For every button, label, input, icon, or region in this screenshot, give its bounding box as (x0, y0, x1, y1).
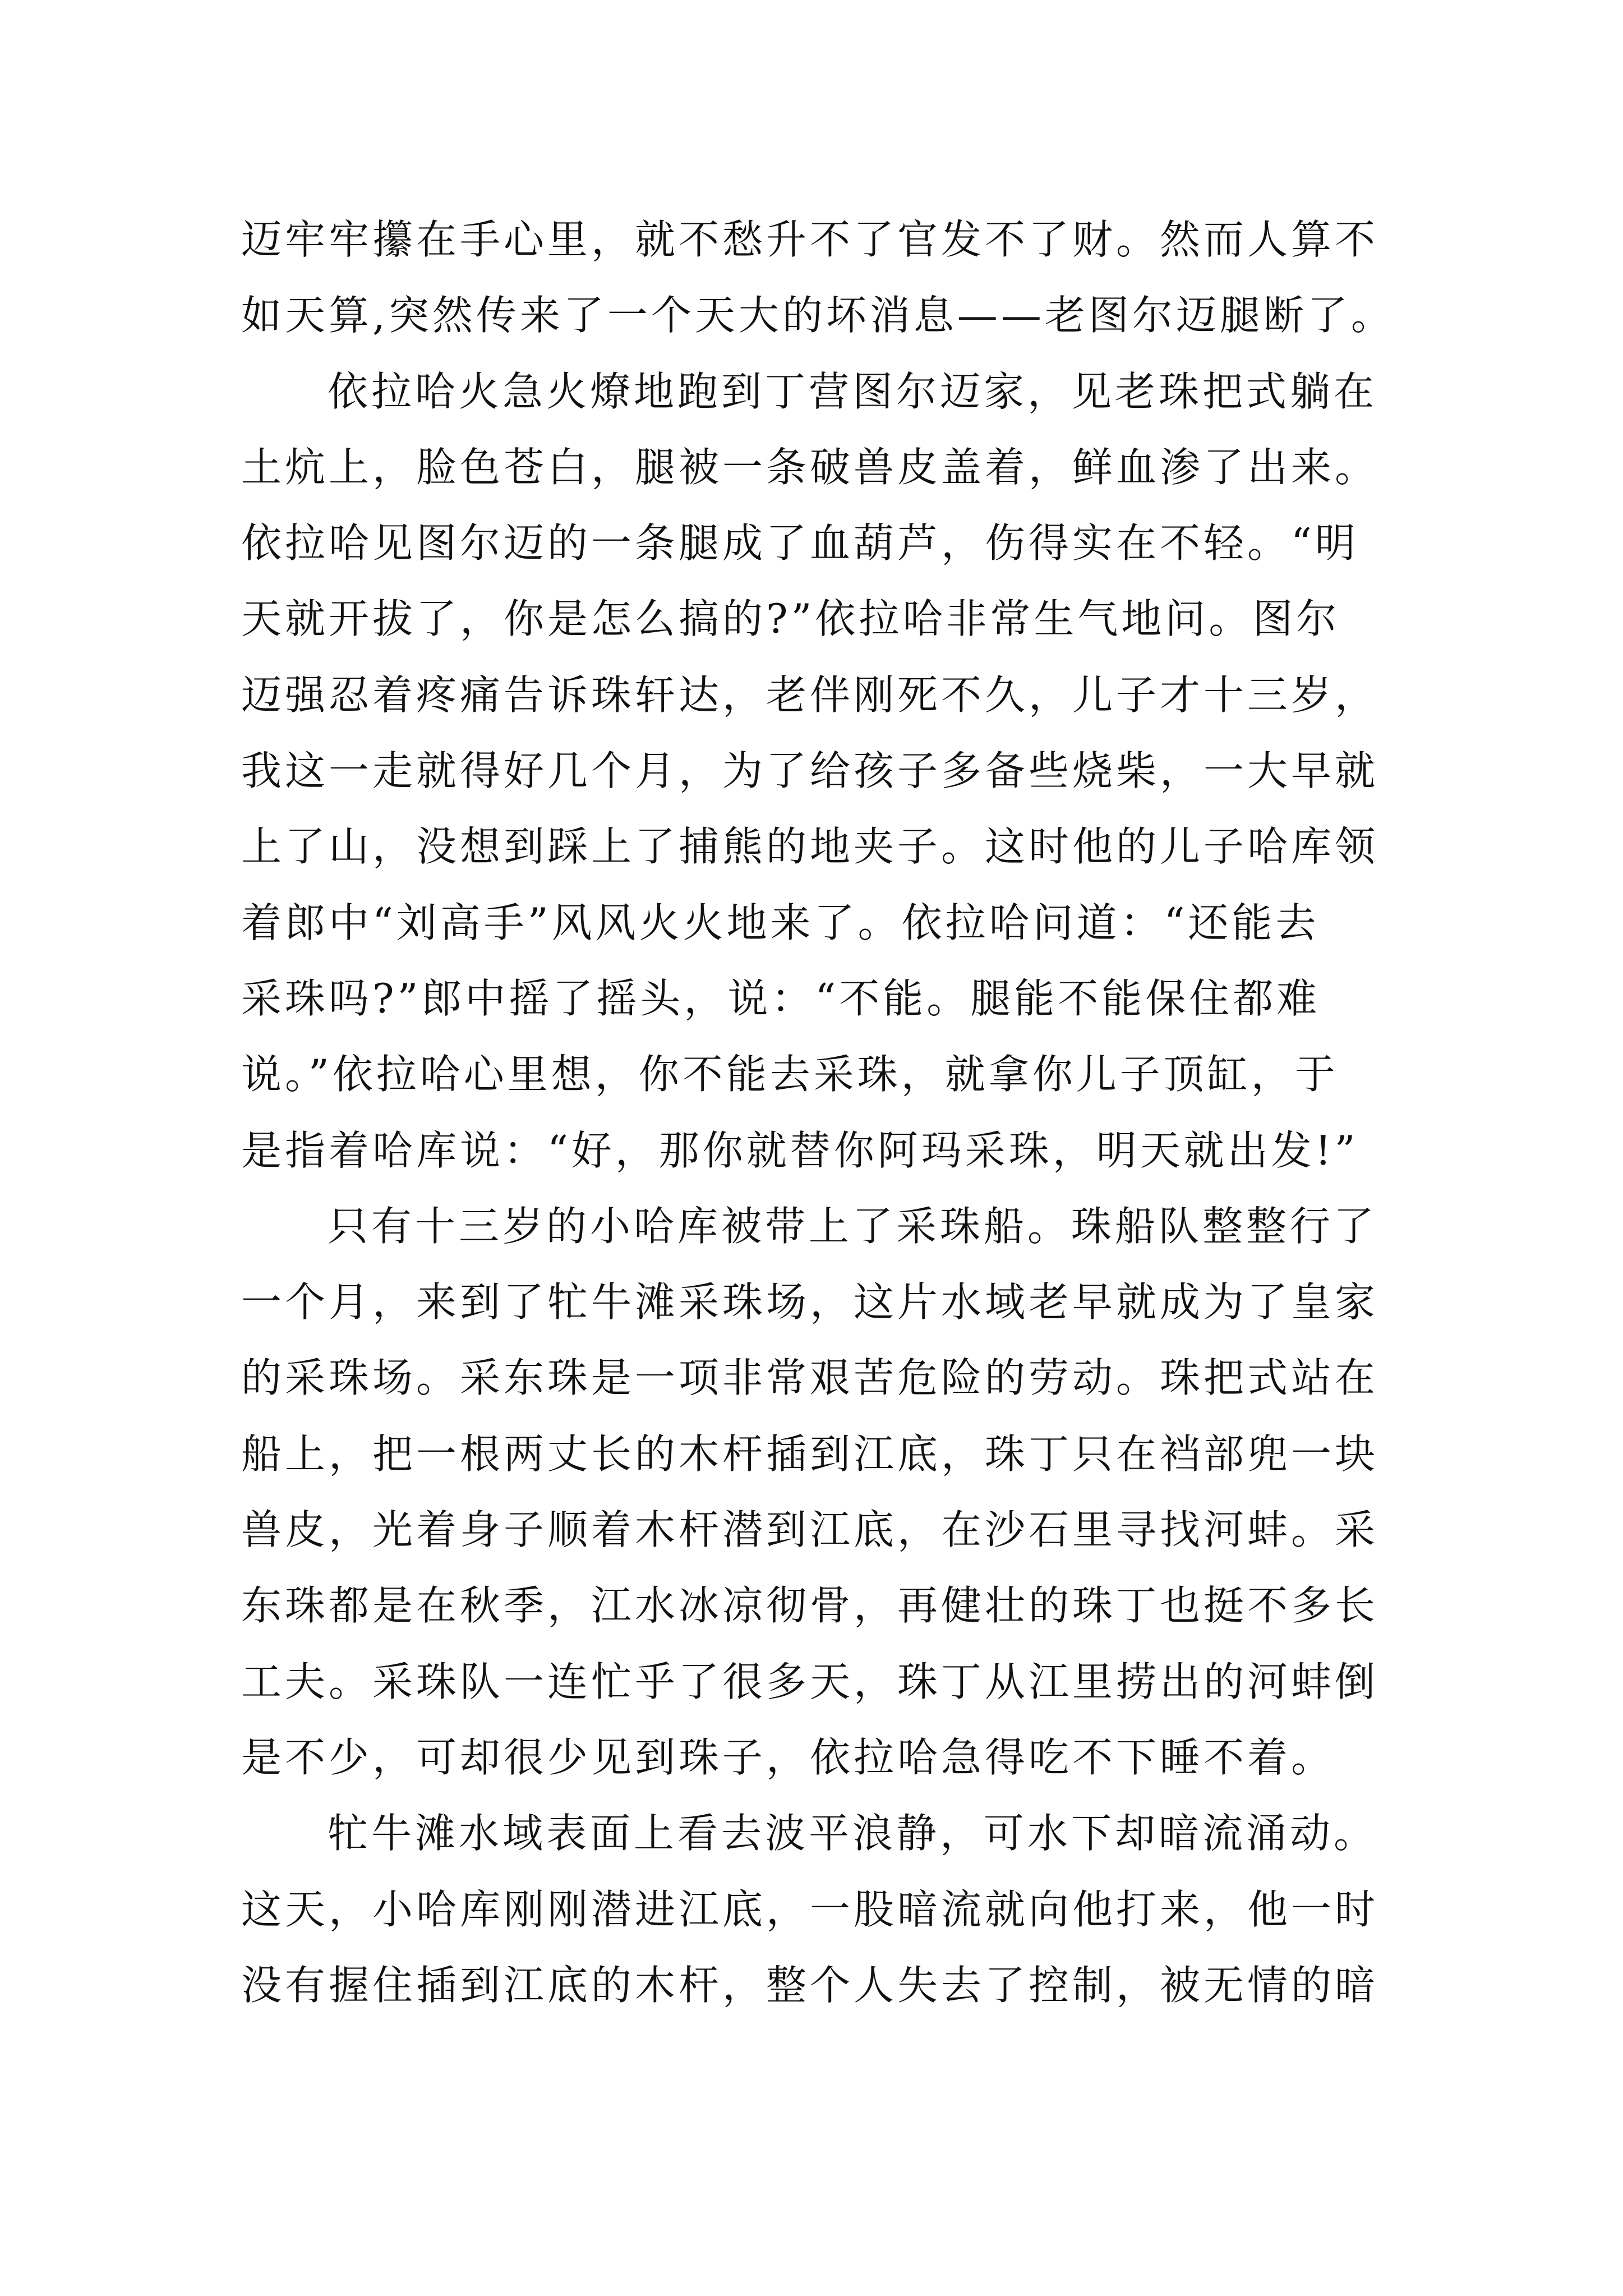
text-line: 迈强忍着疼痛告诉珠轩达，老伴刚死不久，儿子才十三岁， (241, 671, 1379, 719)
text-line: 采珠吗?”郎中摇了摇头，说：“不能。腿能不能保住都难 (241, 974, 1321, 1022)
body-text (241, 202, 1419, 2023)
text-line: 是不少，可却很少见到珠子，依拉哈急得吃不下睡不着。 (241, 1733, 1335, 1781)
paragraph-first-line: 只有十三岁的小哈库被带上了采珠船。珠船队整整行了 (328, 1202, 1378, 1250)
paragraph-first-line: 牤牛滩水域表面上看去波平浪静，可水下却暗流涌动。 (328, 1810, 1378, 1857)
paragraph-first-line: 依拉哈火急火燎地跑到丁营图尔迈家，见老珠把式躺在 (328, 367, 1378, 415)
text-line: 我这一走就得好几个月，为了给孩子多备些烧柴，一大早就 (241, 747, 1379, 795)
text-line: 说。”依拉哈心里想，你不能去采珠，就拿你儿子顶缸，于 (241, 1051, 1339, 1098)
text-line: 的采珠场。采东珠是一项非常艰苦危险的劳动。珠把式站在 (241, 1354, 1379, 1402)
text-line: 土炕上，脸色苍白，腿被一条破兽皮盖着，鲜血渗了出来。 (241, 443, 1379, 491)
text-line: 迈牢牢攥在手心里，就不愁升不了官发不了财。然而人算不 (241, 216, 1379, 263)
text-line: 依拉哈见图尔迈的一条腿成了血葫芦，伤得实在不轻。“明 (241, 519, 1359, 567)
text-line: 一个月，来到了牤牛滩采珠场，这片水域老早就成为了皇家 (241, 1278, 1379, 1326)
text-line: 如天算,突然传来了一个天大的坏消息——老图尔迈腿断了。 (241, 292, 1395, 339)
text-line: 是指着哈库说：“好，那你就替你阿玛采珠，明天就出发!” (241, 1126, 1359, 1174)
text-line: 没有握住插到江底的木杆，整个人失去了控制，被无情的暗 (241, 1961, 1379, 2009)
text-line: 天就开拔了，你是怎么搞的?”依拉哈非常生气地问。图尔 (241, 595, 1340, 643)
text-line: 兽皮，光着身子顺着木杆潜到江底，在沙石里寻找河蚌。采 (241, 1506, 1379, 1554)
text-line: 上了山，没想到踩上了捕熊的地夹子。这时他的儿子哈库领 (241, 823, 1379, 871)
text-line: 工夫。采珠队一连忙乎了很多天，珠丁从江里捞出的河蚌倒 (241, 1658, 1379, 1705)
text-line: 东珠都是在秋季，江水冰凉彻骨，再健壮的珠丁也挺不多长 (241, 1582, 1379, 1630)
text-line: 着郎中“刘高手”风风火火地来了。依拉哈问道：“还能去 (241, 899, 1320, 946)
text-line: 这天，小哈库刚刚潜进江底，一股暗流就向他打来，他一时 (241, 1885, 1379, 1933)
text-line: 船上，把一根两丈长的木杆插到江底，珠丁只在裆部兜一块 (241, 1430, 1379, 1478)
